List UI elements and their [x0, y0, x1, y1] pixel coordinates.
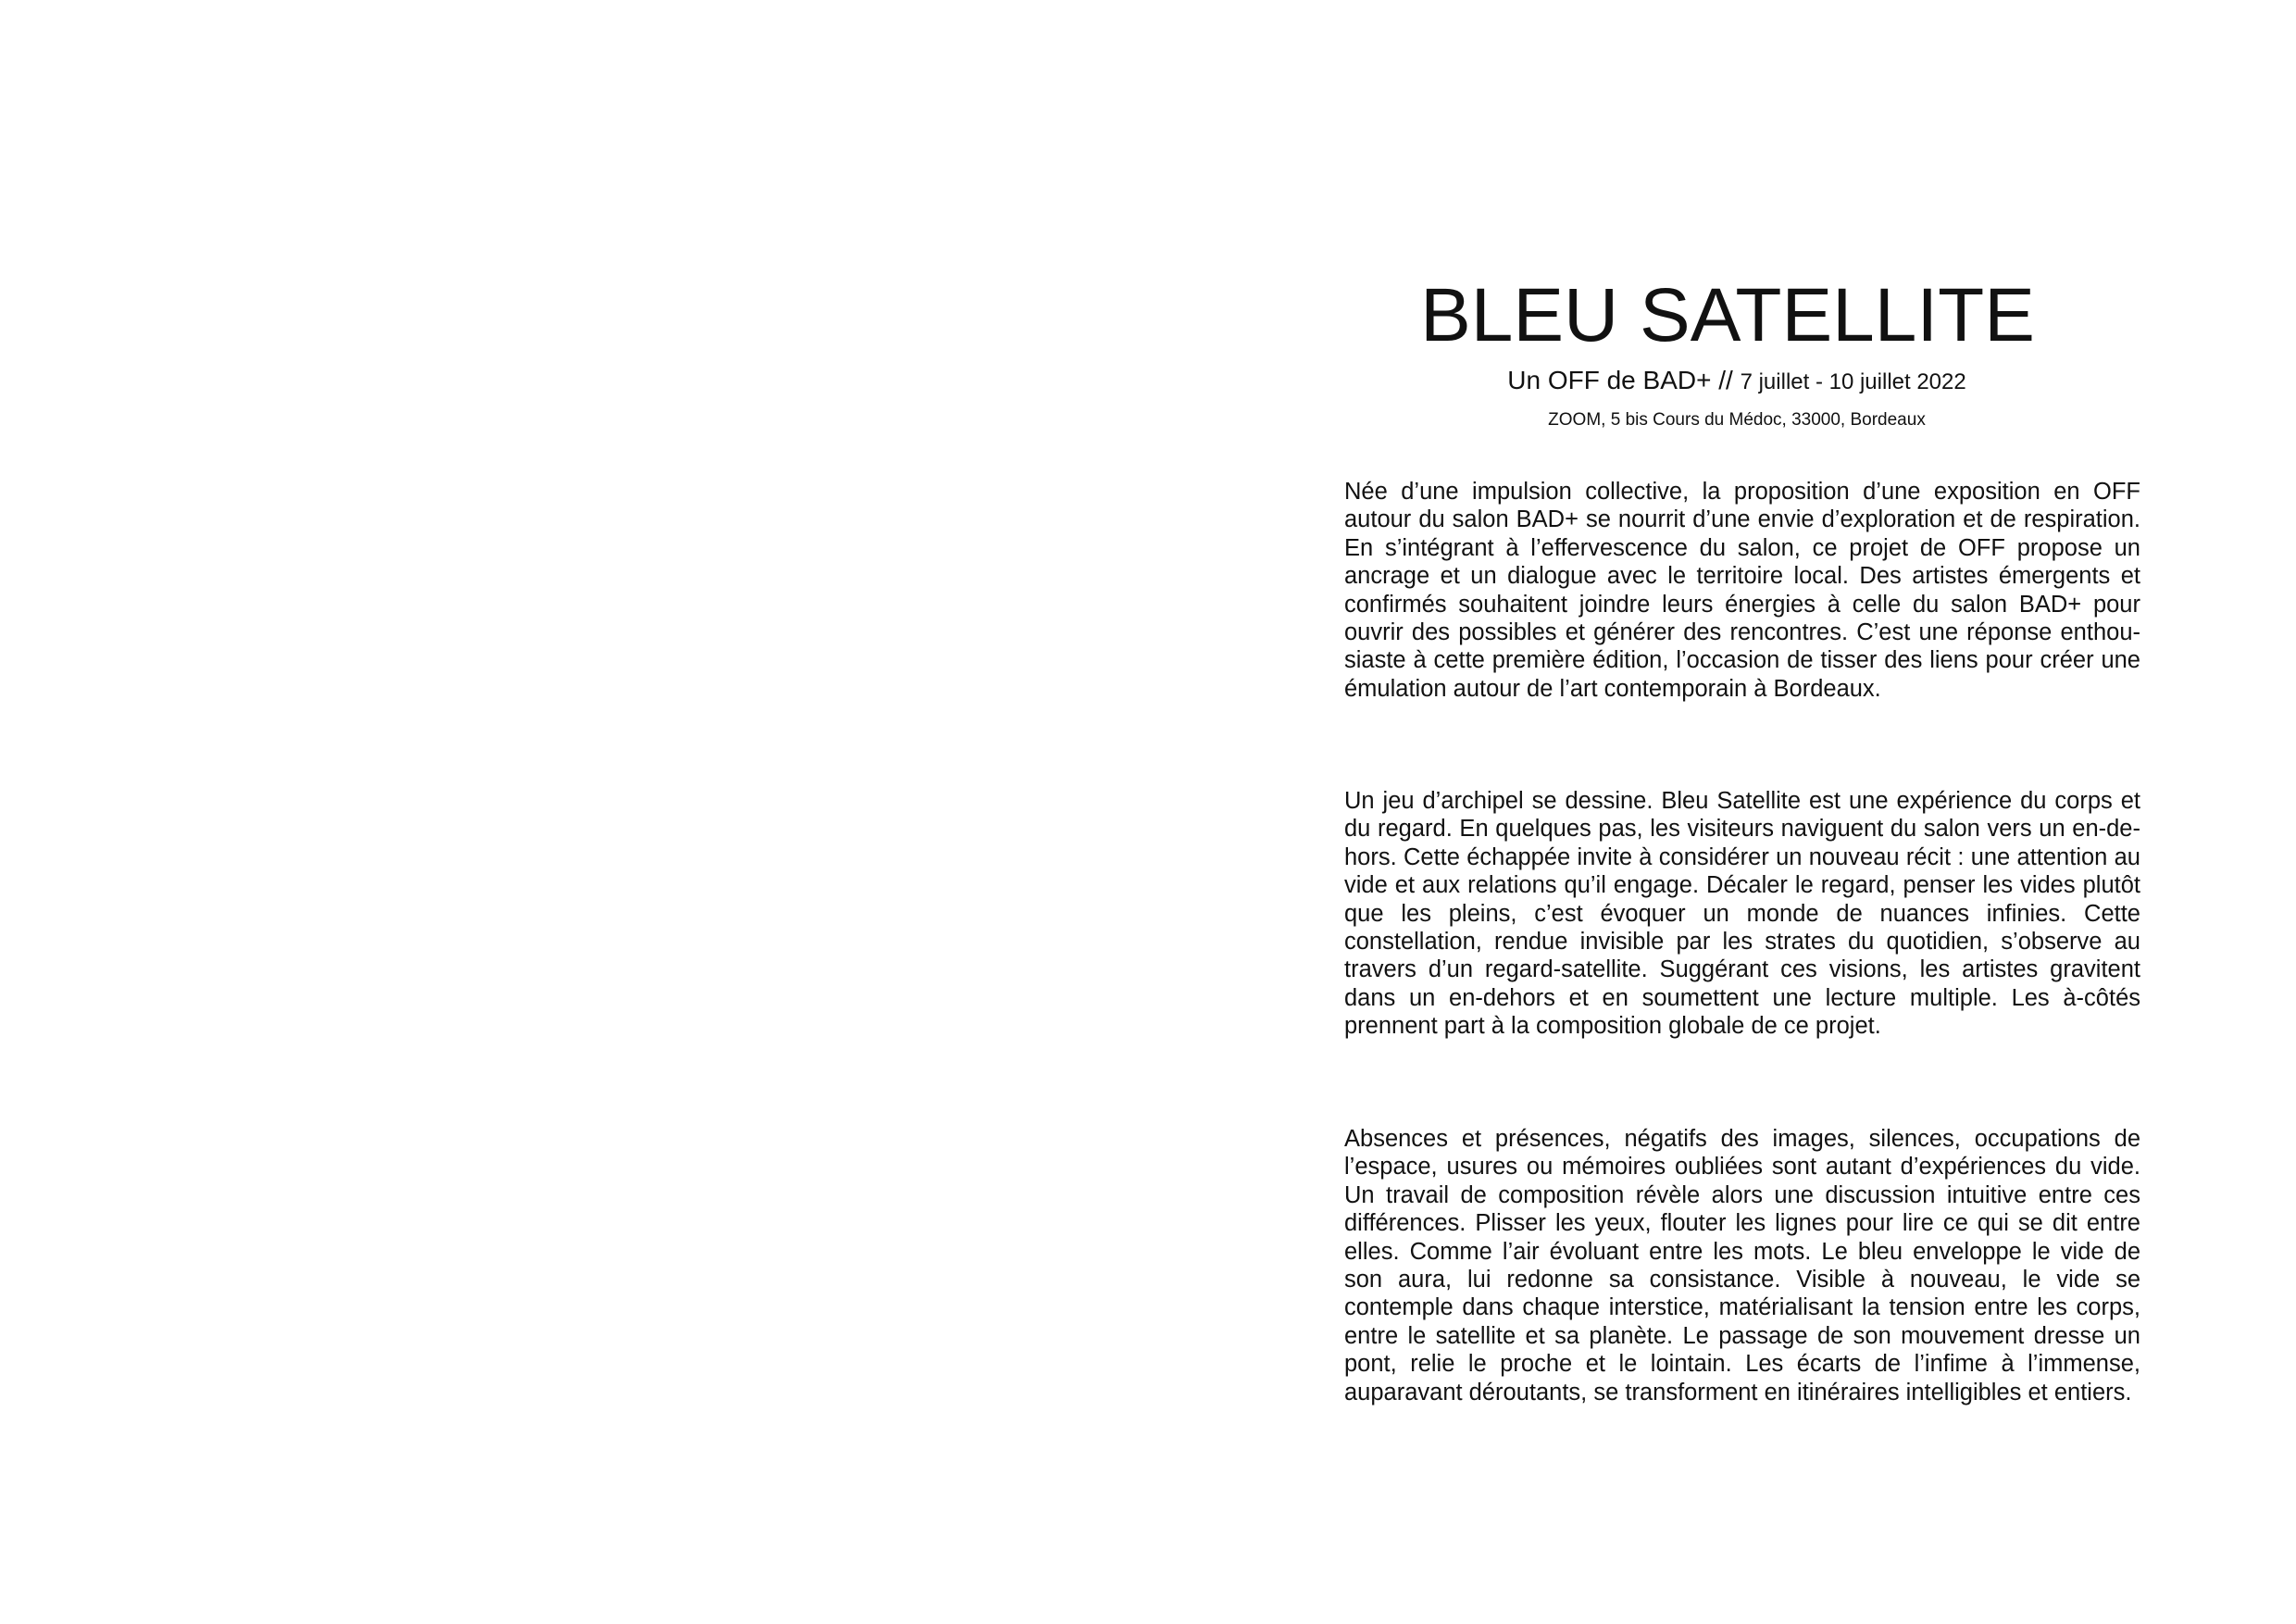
- event-dates: 7 juillet - 10 juillet 2022: [1740, 369, 1966, 394]
- paragraph-archipelago: Un jeu d’archipel se dessine. Bleu Satellite est une expérience du corps et du regard. En quelques pas, les visiteurs naviguent du salon vers un en-dehors. Cette échappée invite à considérer un nouveau récit : une attention au vide et aux relations qu’il engage. Décaler le regard, penser les vides plutôt que les pleins, c’est évoquer un monde de nuances infinies. Cette constellation, rendue invisible par les strates du quotidien, s’observe au travers d’un regard-satellite. Suggérant ces visions, les artistes gravitent dans un en-dehors et en soumettent une lecture multiple. Les à-côtés prennent part à la composition globale de ce projet.: [1344, 788, 2140, 1040]
- paragraph-introduction: Née d’une impulsion collective, la proposition d’une exposition en OFF autour du salon BAD+ se nourrit d’une envie d’exploration et de respiration. En s’intégrant à l’effervescence du salon, ce projet de OFF propose un ancrage et un dialogue avec le territoire local. Des artistes émergents et confirmés souhaitent joindre leurs énergies à celle du salon BAD+ pour ouvrir des possibles et générer des rencontres. C’est une réponse enthousiaste à cette première édition, l’occasion de tisser des liens pour créer une émulation autour de l’art contemporain à Bordeaux.: [1344, 479, 2140, 702]
- event-name: Un OFF de BAD+ //: [1507, 366, 1733, 394]
- paragraph-void: Absences et présences, négatifs des images, silences, occupations de l’espace, usures ou mémoires oubliées sont autant d’expériences du vide. Un travail de composition révèle alors une discussion intuitive entre ces différences. Plisser les yeux, flouter les lignes pour lire ce qui se dit entre elles. Comme l’air évoluant entre les mots. Le bleu enveloppe le vide de son aura, lui redonne sa consistance. Visible à nouveau, le vide se contemple dans chaque interstice, matérialisant la tension entre les corps, entre le satellite et sa planète. Le passage de son mouvement dresse un pont, relie le proche et le lointain. Les écarts de l’infime à l’immense, auparavant déroutants, se transforment en itinéraires intelligibles et entiers.: [1344, 1126, 2140, 1405]
- event-subtitle: [1329, 365, 2126, 398]
- document-header: [1329, 273, 2126, 431]
- page-title: BLEU SATELLITE: [1420, 273, 2035, 357]
- event-address: ZOOM, 5 bis Cours du Médoc, 33000, Bordeaux: [1548, 410, 1926, 430]
